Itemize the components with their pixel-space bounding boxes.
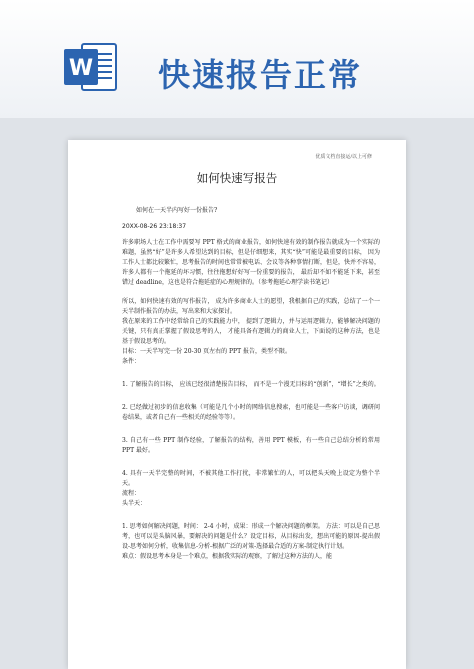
word-document-icon [62,38,120,96]
condition-1: 1. 了解报告的目标， 应该已经很清楚报告目标， 而不是一个漫无目标的“创新”，“增长”之类的。 [122,381,380,388]
document-body [122,206,380,562]
banner [0,0,474,118]
question-line: 如何在一天半内写好一份报告? [136,207,218,214]
condition-4: 4. 具有一天半完整的时间，不被其他工作打扰，非常繁忙的人，可以把头天晚上设定为整个半天。 [122,470,380,487]
first-half-day-heading: 头半天： [122,500,147,507]
step-1: 1. 思考如何解决问题，时间： 2-4 小时，成果：形成一个解决问题的框架。 方法：可以是自己思考，也可以是头脑风暴，要解决的问题是什么？设定目标，从目标出发，想出可能的原因-提出假设-思考如何分析，收集信息-分析-根据广泛的对策-选择最合适的方案-制定执行计划。 [122,523,380,550]
difficulty-line: 难点：假设思考本身是一个难点，根据我实际的观察，了解过这种方法的人，能 [122,553,333,560]
condition-2: 2. 已经做过初步的信息收集（可能是几个小时的网络信息搜索，也可能是一些客户访谈，调研问卷结果，或者自己有一些相关的经验等等）。 [122,404,380,421]
date-line: 20XX-08-26 23:18:37 [122,223,187,230]
document-page [68,140,406,669]
corner-note: 优质文档直接运/以上可修 [315,154,372,160]
goal-line: 目标：一天半写完一份 20-30 页左右的 PPT 报告，类型不限。 [122,348,292,355]
document-title: 如何快速写报告 [196,171,278,185]
logic-paragraph: 我在原来的工作中经常给自己的实践能力中， 提到了逻辑力，并与运用逻辑力，能够解决问题的关键，只有真正掌握了假设思考的人， 才能具备有逻辑力的商业人士，下面说的这种方法，也是基于假设思考的。 [122,318,380,345]
conditions-heading: 条件： [122,358,141,365]
process-heading: 流程： [122,490,141,497]
banner-title: 快速报告正常 [158,56,363,94]
intro-paragraph: 许多职场人士在工作中需要写 PPT 格式的商业报告，如何快速有效的制作报告就成为一个实际的难题，虽然“好”是许多人希望达到的目标，但是仔细想来，其实“快”可能是最重要的目标， 因为工作人士都比较繁忙，思考报告的时间也常常被电话、会议等各种事情打断，但是，快并不容易，许多人都有一个拖延的坏习惯，往往拖想好好写一份重要的报告， 最后却不如不能延下来，甚至错过 deadline，这也是符合拖延症的心理规律的。（参考拖延心理学读书笔记） [122,239,381,286]
word-logo-letter: W [68,56,94,81]
method-paragraph: 所以，如何快速有效的写作报告， 成为许多商业人士的愿望，我根据自己的实践，总结了一个一天半制作报告的办法，写出来和大家探讨。 [122,298,380,315]
condition-3: 3. 自己有一些 PPT 制作经验，了解报告的结构，善用 PPT 模板，有一些自己总结分析的常用PPT 最好。 [122,437,380,454]
